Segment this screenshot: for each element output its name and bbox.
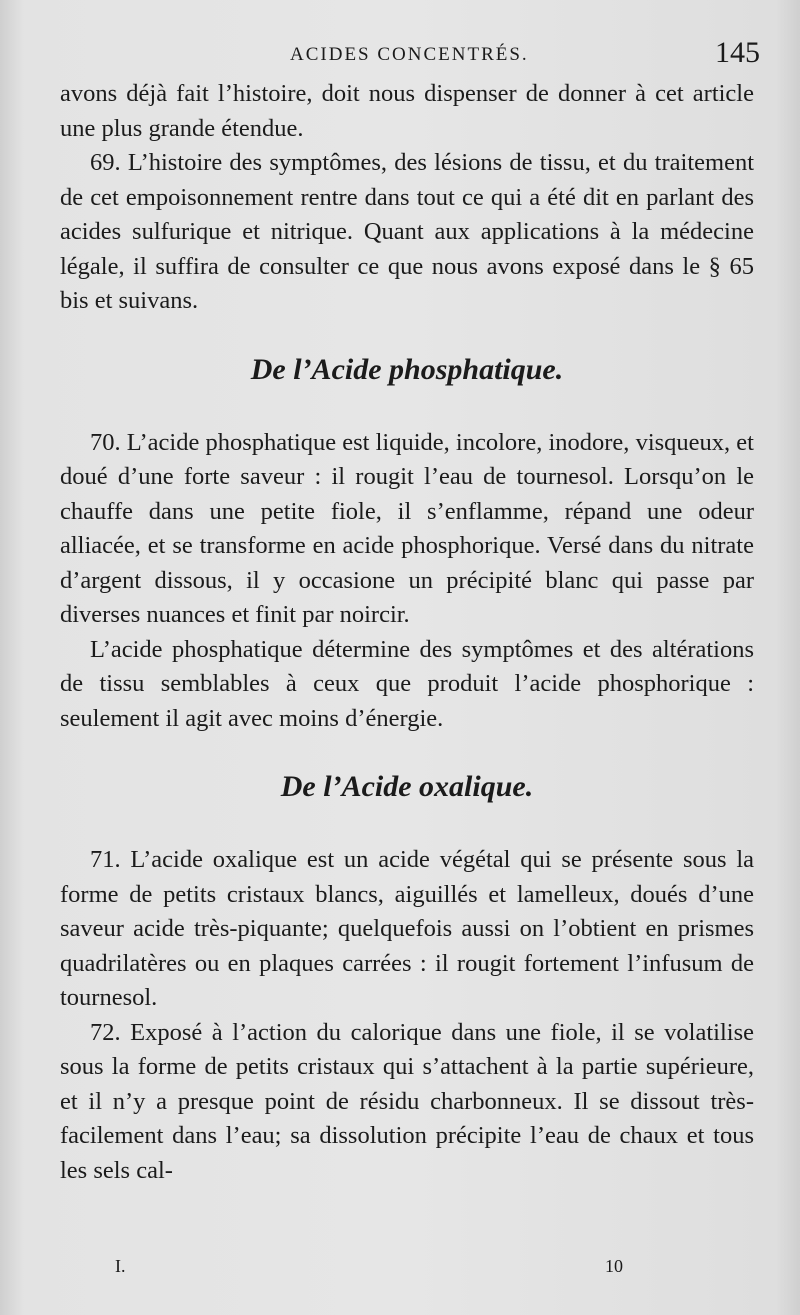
spacer [60, 319, 754, 353]
body-text [60, 77, 754, 1188]
paragraph-69: 69. L’histoire des symptômes, des lésions de tissu, et du traitement de cet empoisonnement rentre dans tout ce qui a été dit en parlant des acides sulfurique et nitrique. Quant aux applications à la médecine légale, il suffira de consulter ce que nous avons exposé dans le § 65 bis et suivans. [60, 149, 754, 314]
signature-mark: I. [115, 1256, 126, 1276]
running-head: ACIDES CONCENTRÉS. [290, 44, 529, 65]
page-header [60, 36, 760, 76]
paragraph-70: 70. L’acide phosphatique est liquide, incolore, inodore, visqueux, et doué d’une forte saveur : il rougit l’eau de tournesol. Lorsqu’on le chauffe dans une petite fiole, il s’enflamme, répand une odeur alliacée, et se transforme en acide phosphorique. Versé dans du nitrate d’argent dissous, il y occasione un précipité blanc qui passe par diverses nuances et finit par noircir. [60, 428, 754, 628]
paragraph-71: 71. L’acide oxalique est un acide végétal qui se présente sous la forme de petits cristaux blancs, aiguillés et lamelleux, doués d’une saveur acide très-piquante; quelquefois aussi on l’obtient en prismes quadrilatères ou en plaques carrées : il rougit fortement l’infusum de tournesol. [60, 846, 754, 1011]
paragraph-phosphatique-effects: L’acide phosphatique détermine des symptômes et des altérations de tissu semblables à ceux que produit l’acide phosphorique : seulement il agit avec moins d’énergie. [60, 635, 754, 732]
section-heading-phosphatique: De l’Acide phosphatique. [250, 352, 564, 386]
page-number: 145 [715, 36, 760, 69]
section-heading-oxalique: De l’Acide oxalique. [280, 770, 534, 803]
folio-mark: 10 [605, 1256, 623, 1276]
paragraph-continuation: avons déjà fait l’histoire, doit nous dispenser de donner à cet article une plus grande étendue. [60, 80, 754, 142]
spacer [60, 804, 754, 843]
page-footer [60, 1256, 754, 1280]
spacer [60, 736, 754, 770]
spacer [60, 387, 754, 426]
paragraph-72: 72. Exposé à l’action du calorique dans une fiole, il se volatilise sous la forme de petits cristaux qui s’attachent à la partie supérieure, et il n’y a presque point de résidu charbonneux. Il se dissout très-facilement dans l’eau; sa dissolution précipite l’eau de chaux et tous les sels cal- [60, 1018, 754, 1184]
